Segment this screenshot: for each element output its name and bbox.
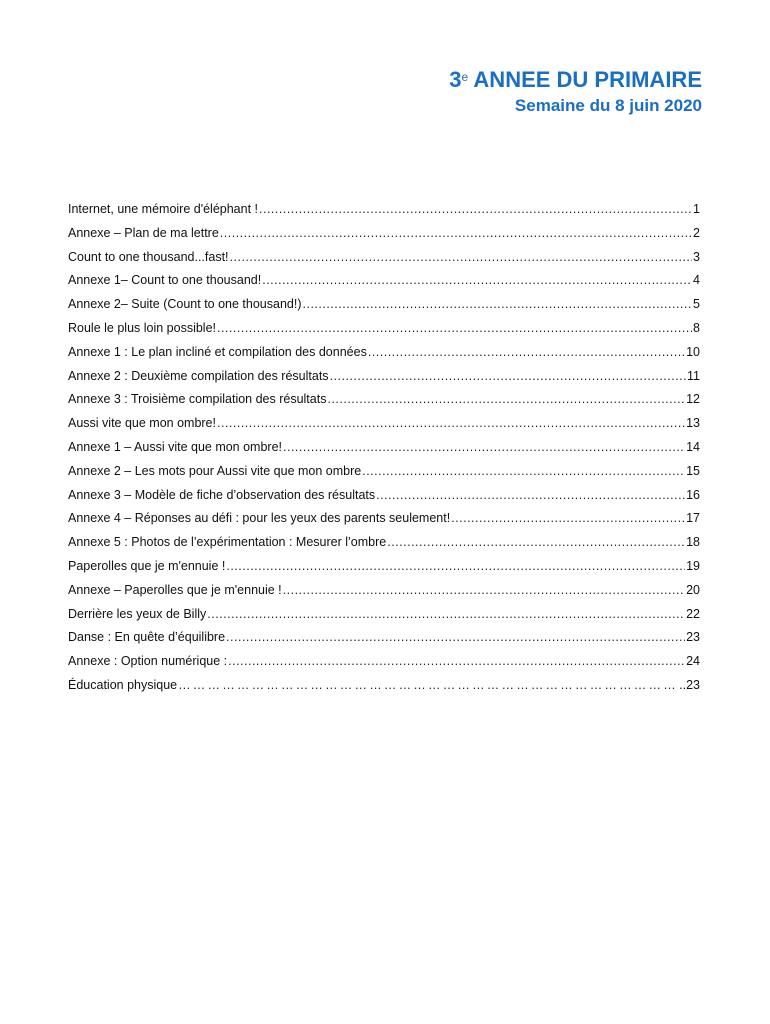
toc-entry-page-number: 12 (686, 392, 700, 407)
toc-entry (68, 412, 700, 436)
toc-entry-label: Internet, une mémoire d'éléphant ! (68, 202, 259, 216)
toc-dot-leader (220, 222, 692, 246)
toc-entry-page-number: 14 (686, 439, 700, 454)
toc-entry-label: Annexe – Paperolles que je m'ennuie ! (68, 582, 282, 597)
toc-entry-page-number: 23 (686, 630, 700, 645)
toc-entry-page-number: 19 (686, 558, 700, 573)
toc-entry-label: Paperolles que je m'ennuie ! (68, 558, 226, 573)
toc-dot-leader (376, 484, 685, 508)
toc-entry-label: Annexe – Plan de ma lettre (68, 225, 219, 240)
toc-entry-label: Annexe : Option numérique : (68, 654, 228, 669)
toc-entry-page-number: 16 (686, 487, 700, 502)
toc-entry (68, 365, 700, 389)
toc-dot-leader (217, 317, 692, 341)
toc-entry (68, 555, 700, 579)
toc-entry-label: Annexe 5 : Photos de l’expérimentation : Mesurer l’ombre (68, 535, 387, 550)
table-of-contents (68, 198, 700, 698)
toc-entry (68, 579, 700, 603)
toc-entry-page-number: ..23 (679, 677, 700, 692)
toc-entry-label: Count to one thousand...fast! (68, 249, 229, 264)
toc-entry-page-number: 22 (686, 606, 700, 621)
toc-entry-label: Éducation physique (68, 677, 178, 692)
toc-entry-page-number: 11 (687, 368, 700, 383)
toc-entry-label: Danse : En quête d’équilibre (68, 630, 226, 645)
toc-entry-label: Annexe 3 – Modèle de fiche d’observation des résultats (68, 487, 376, 502)
toc-dot-leader (368, 341, 685, 365)
toc-entry (68, 674, 700, 698)
toc-dot-leader (362, 460, 685, 484)
toc-entry-label: Roule le plus loin possible! (68, 320, 217, 335)
toc-dot-leader (217, 412, 685, 436)
toc-entry (68, 531, 700, 555)
document-header (449, 66, 702, 117)
toc-entry-page-number: 3 (693, 249, 700, 264)
toc-entry-page-number: 10 (686, 344, 700, 359)
toc-entry (68, 603, 700, 627)
toc-entry-label: Annexe 3 : Troisième compilation des résultats (68, 392, 327, 407)
toc-entry-page-number: 5 (693, 297, 700, 312)
toc-dot-leader (283, 579, 685, 603)
title-superscript: e (461, 70, 469, 84)
toc-entry-label: Annexe 2 : Deuxième compilation des résultats (68, 368, 329, 383)
toc-entry-label: Annexe 1 – Aussi vite que mon ombre! (68, 439, 283, 454)
toc-entry-page-number: 4 (693, 273, 700, 288)
toc-dot-leader (327, 388, 685, 412)
toc-entry (68, 198, 700, 222)
toc-entry (68, 436, 700, 460)
toc-entry-label: Annexe 1– Count to one thousand! (68, 273, 262, 288)
toc-dot-leader (178, 674, 678, 698)
toc-entry (68, 507, 700, 531)
toc-entry-page-number: 13 (686, 416, 700, 431)
toc-entry-label: Derrière les yeux de Billy (68, 606, 207, 621)
toc-dot-leader (207, 603, 685, 627)
toc-entry-page-number: 1 (693, 202, 700, 216)
toc-entry-page-number: 20 (686, 582, 700, 597)
title-grade-number: 3 (449, 67, 462, 92)
toc-entry (68, 484, 700, 508)
toc-dot-leader (283, 436, 685, 460)
toc-entry-label: Aussi vite que mon ombre! (68, 416, 216, 431)
toc-entry-page-number: 2 (693, 225, 700, 240)
toc-entry-page-number: 8 (693, 320, 700, 335)
toc-entry-page-number: 18 (686, 535, 700, 550)
toc-entry (68, 650, 700, 674)
toc-entry (68, 626, 700, 650)
toc-entry-page-number: 15 (686, 463, 700, 478)
toc-entry-label: Annexe 4 – Réponses au défi : pour les yeux des parents seulement! (68, 511, 451, 526)
toc-entry (68, 388, 700, 412)
toc-entry (68, 246, 700, 270)
toc-entry-page-number: 24 (686, 654, 700, 669)
toc-entry-label: Annexe 2 – Les mots pour Aussi vite que mon ombre (68, 463, 362, 478)
toc-entry (68, 460, 700, 484)
toc-dot-leader (259, 198, 692, 222)
toc-dot-leader (330, 365, 686, 389)
toc-dot-leader (451, 507, 685, 531)
toc-dot-leader (262, 269, 692, 293)
toc-dot-leader (230, 246, 693, 270)
title-text: ANNEE DU PRIMAIRE (468, 67, 702, 92)
toc-dot-leader (226, 555, 685, 579)
toc-dot-leader (387, 531, 685, 555)
toc-entry (68, 269, 700, 293)
toc-dot-leader (228, 650, 685, 674)
toc-entry (68, 293, 700, 317)
toc-entry-label: Annexe 1 : Le plan incliné et compilation des données (68, 344, 367, 359)
document-title (449, 66, 702, 94)
toc-entry-label: Annexe 2– Suite (Count to one thousand!) (68, 297, 302, 312)
toc-dot-leader (303, 293, 693, 317)
toc-entry-page-number: 17 (686, 511, 700, 526)
document-subtitle: Semaine du 8 juin 2020 (514, 96, 702, 115)
toc-entry (68, 341, 700, 365)
toc-entry (68, 317, 700, 341)
toc-entry (68, 222, 700, 246)
toc-dot-leader (226, 626, 685, 650)
